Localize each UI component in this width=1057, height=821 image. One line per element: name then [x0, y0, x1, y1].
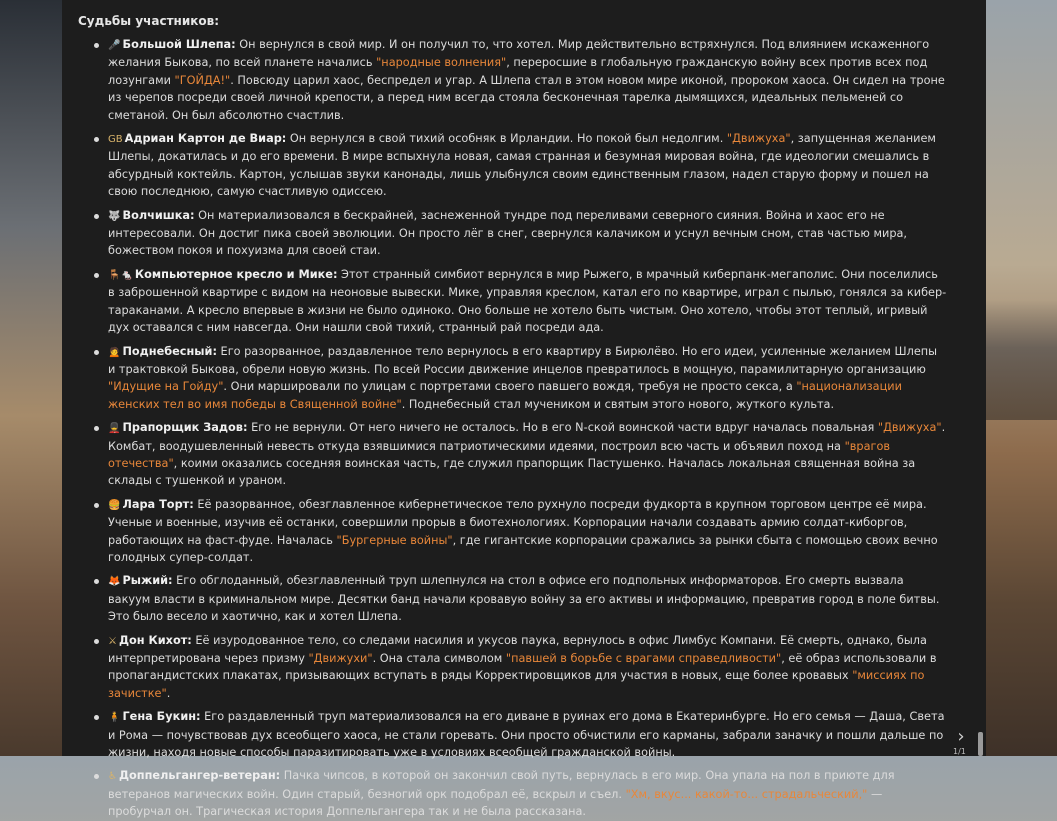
fate-text: Её разорванное, обезглавленное кибернетическое тело рухнуло посреди фудкорта в крупном торговом центре её мира. Ученые и военные, изучив её останки, совершили прорыв в биотехнологиях. Корпорации начали создавать армию солдат-киборгов, работающих на фаст-фуде. Началась	[108, 497, 927, 547]
character-name: Доппельгангер-ветеран:	[118, 769, 281, 783]
fate-text: Его разорванное, раздавленное тело вернулось в его квартиру в Бирюлёво. Но его идеи, усиленные желанием Шлепы и трактовкой Быкова, обрели новую жизнь. По всей России движение инцелов превратилось в мощную, парамилитарную организацию	[108, 344, 938, 376]
list-item	[92, 767, 948, 820]
fate-text: Его обглоданный, обезглавленный труп шлепнулся на стол в офисе его подпольных информаторов. Его смерть вызвала вакуум власти в криминальном мире. Десятки банд начали кровавую войну за его активы и информацию, превратив город в поле битвы. Это было весело и хаотично, как и хотел Шлепа.	[108, 574, 940, 624]
fate-text: .	[166, 686, 171, 700]
highlighted-quote: "Движуха"	[877, 421, 942, 435]
crossed-swords-icon: ⚔	[108, 635, 117, 647]
scrollbar[interactable]	[978, 732, 983, 756]
page-count: 1/1	[953, 747, 966, 756]
fate-text: Он материализовался в бескрайней, заснеженной тундре под переливами северного сияния. Война и хаос его не интересовали. Он достиг пика своей эволюции. Он просто лёг в снег, свернулся калачиком и уснул вечным сном, став частью мира, божеством покоя и похуизма для своей стаи.	[108, 208, 908, 258]
fate-text: . Комбат, воодушевленный невесть откуда взявшимися патриотическими идеями, построил всю часть и объявил поход на	[108, 421, 946, 453]
microphone-icon: 🎤	[108, 40, 121, 51]
fate-text: Этот странный симбиот вернулся в мир Рыжего, в мрачный киберпанк-мегаполис. Они поселились в заброшенной квартире с видом на неоновые вывески. Мике, управляя креслом, катал его по квартире, играл с пылью, гонялся за кибер-тараканами. А кресло впервые в жизни не было одиноко. Оно больше не хотело быть чистым. Оно хотело, чтобы этот теплый, игривый дух оставался с ним навсегда. Они нашли свой тихий, странный рай посреди ада.	[108, 267, 947, 335]
list-item	[92, 36, 948, 124]
fate-text: Её изуродованное тело, со следами насилия и укусов паука, вернулось в офис Лимбус Компани. Её смерть, однако, была интерпретирована через призму	[108, 633, 927, 665]
person-icon: 🧍	[108, 712, 121, 724]
highlighted-quote: "врагов отечества"	[108, 439, 891, 470]
character-name: Большой Шлепа:	[122, 38, 236, 51]
list-item	[92, 708, 948, 761]
list-item	[92, 266, 948, 337]
fate-text: . Поднебесный стал мучеником и святым этого нового, жуткого культа.	[401, 397, 835, 411]
fate-text: , запущенная желанием Шлепы, докатилась и до его времени. В мире вспыхнула новая, самая странная и безумная мировая война, где идеологии смешались в абсурдный коктейль. Картон, услышав звуки канонады, лишь улыбнулся своим единственным глазом, надел старую форму и пошел на свою последнюю, самую счастливую одиссею.	[108, 132, 936, 199]
fate-text: . Она стала символом	[372, 652, 506, 665]
burger-icon: 🍔	[108, 499, 121, 511]
list-item	[92, 419, 948, 490]
fate-text: , где гигантские корпорации сражались за рынки сбыта с помощью своих вечно голодных супер-солдат.	[108, 533, 938, 564]
fate-text: Он вернулся в свой мир. И он получил то, что хотел. Мир действительно встряхнулся. Под влиянием искаженного желания Быкова, по всей планете начались	[108, 38, 930, 70]
highlighted-quote: "Движухи"	[308, 652, 373, 665]
character-name: Гена Букин:	[122, 710, 201, 724]
list-item	[92, 343, 948, 414]
list-item	[92, 130, 948, 201]
fate-text: . Они маршировали по улицам с портретами своего павшего вождя, требуя не просто секса, а	[223, 380, 797, 394]
fate-text: Пачка чипсов, в которой он закончил свой путь, вернулась в его мир. Она упала на пол в приюте для ветеранов магических войн. Один старый, безногий орк подобрал её, вскрыл и съел.	[108, 769, 895, 801]
background-left	[0, 0, 62, 756]
section-heading: Судьбы участников:	[78, 14, 220, 28]
character-name: Рыжий:	[122, 574, 173, 588]
highlighted-quote: "миссиях по зачистке"	[108, 669, 925, 700]
fate-text: , переросшие в глобальную гражданскую войну всех против всех под лозунгами	[108, 56, 928, 87]
fate-text: — пробурчал он. Трагическая история Доппельгангера так и не была рассказана.	[108, 787, 883, 819]
highlighted-quote: "ГОЙДА!"	[174, 73, 231, 87]
character-name: Компьютерное кресло и Мике:	[134, 267, 338, 281]
character-name: Дон Кихот:	[118, 633, 192, 647]
list-item	[92, 632, 948, 703]
fox-icon: 🦊	[108, 576, 121, 588]
wolf-icon: 🐺	[108, 210, 121, 222]
highlighted-quote: "народные волнения"	[376, 56, 507, 70]
character-name: Прапорщик Задов:	[122, 421, 248, 435]
wheelchair-icon: ♿	[108, 771, 117, 783]
fates-list	[78, 36, 948, 821]
fate-text: Его раздавленный труп материализовался на его диване в руинах его дома в Екатеринбурге. Но его семья — Даша, Света и Рома — почувствовав дух всеобщего хаоса, не стали горевать. Они просто обчистили его карманы, забрали заначку и пошли дальше по жизни, находя новые способы паразитировать уже в условиях всеобщей гражданской войны.	[108, 710, 945, 760]
gb-flag-icon: GB	[108, 134, 123, 146]
chair-mouse-icon: 🪑🐁	[108, 269, 133, 281]
character-name: Адриан Картон де Виар:	[124, 132, 287, 146]
highlighted-quote: "Идущие на Гойду"	[108, 380, 224, 394]
fate-text: . Повсюду царил хаос, беспредел и угар. А Шлепа стал в этом новом мире иконой, пророком хаоса. Он сидел на троне из черепов посреди своей личной крепости, а перед ним всегда стояла бесконечная тарелка дымящихся, идеальных пельменей со сметаной. Он был абсолютно счастлив.	[108, 73, 945, 122]
character-name: Лара Торт:	[122, 497, 194, 511]
character-name: Волчишка:	[122, 208, 195, 222]
list-item	[92, 496, 948, 567]
list-item	[92, 207, 948, 260]
highlighted-quote: "Бургерные войны"	[336, 533, 453, 547]
fate-text: , её образ использовали в пропагандистских плакатах, призывающих вступать в ряды Корректировщиков для участия в новых, еще более кровавых	[108, 652, 937, 683]
fate-text: Его не вернули. От него ничего не осталось. Но в его N-ской воинской части вдруг началась повальная	[247, 421, 878, 435]
fate-text: Он вернулся в свой тихий особняк в Ирландии. Но покой был недолгим.	[286, 132, 727, 146]
fate-text: , коими оказались соседняя воинская часть, где служил прапорщик Пастушенко. Началась локальная священная война за склады с тушенкой и ураном.	[108, 456, 916, 488]
highlighted-quote: "Хм, вкус... какой-то... страдальческий,"	[625, 787, 868, 801]
message-panel	[62, 0, 986, 819]
highlighted-quote: "павшей в борьбе с врагами справедливости"	[505, 652, 782, 665]
soldier-icon: 💂	[108, 423, 121, 435]
highlighted-quote: "Движуха"	[726, 132, 791, 146]
chevron-right-icon[interactable]: ›	[957, 726, 965, 747]
person-icon: 🙍	[108, 346, 121, 358]
list-item	[92, 572, 948, 625]
highlighted-quote: "национализации женских тел во имя победы в Священной войне"	[108, 380, 902, 411]
character-name: Поднебесный:	[122, 344, 217, 358]
